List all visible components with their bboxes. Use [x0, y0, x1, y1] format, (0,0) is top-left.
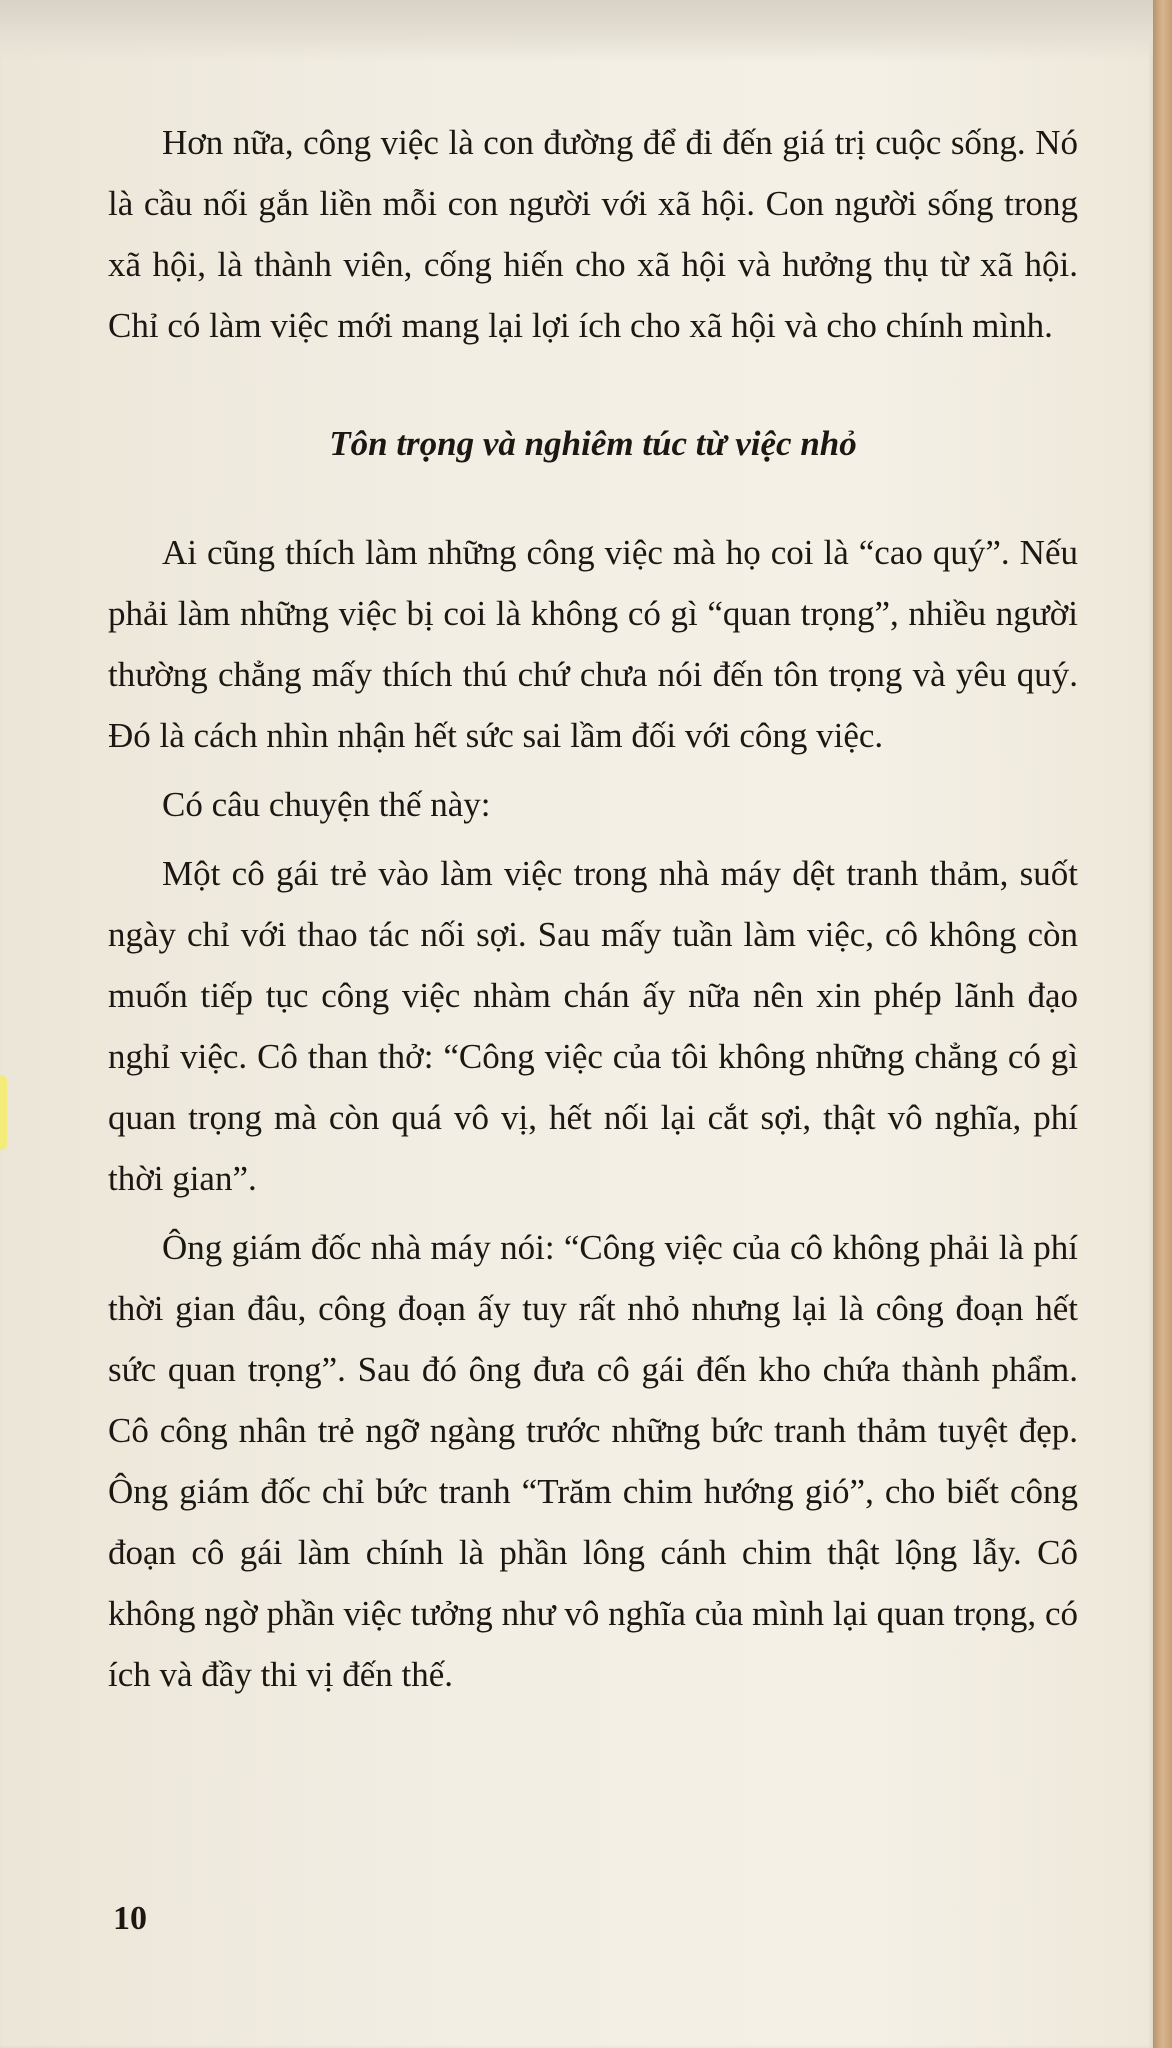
page-body [108, 112, 1078, 1705]
paragraph-intro: Hơn nữa, công việc là con đường để đi đến giá trị cuộc sống. Nó là cầu nối gắn liền mỗi con người với xã hội. Con người sống trong xã hội, là thành viên, cống hiến cho xã hội và hưởng thụ từ xã hội. Chỉ có làm việc mới mang lại lợi ích cho xã hội và cho chính mình. [108, 123, 1078, 345]
highlighter-mark [0, 1075, 7, 1150]
paragraph-3: Một cô gái trẻ vào làm việc trong nhà máy dệt tranh thảm, suốt ngày chỉ với thao tác nối sợi. Sau mấy tuần làm việc, cô không còn muốn tiếp tục công việc nhàm chán ấy nữa nên xin phép lãnh đạo nghỉ việc. Cô than thở: “Công việc của tôi không những chẳng có gì quan trọng mà còn quá vô vị, hết nối lại cắt sợi, thật vô nghĩa, phí thời gian”. [108, 854, 1078, 1198]
paragraph-2: Có câu chuyện thế này: [162, 785, 491, 824]
previous-page-strip [0, 0, 1153, 62]
section-heading: Tôn trọng và nghiêm túc từ việc nhỏ [329, 424, 857, 463]
book-edge [1153, 0, 1172, 2048]
paragraph-4: Ông giám đốc nhà máy nói: “Công việc của cô không phải là phí thời gian đâu, công đoạn ấy tuy rất nhỏ nhưng lại là công đoạn hết sức quan trọng”. Sau đó ông đưa cô gái đến kho chứa thành phẩm. Cô công nhân trẻ ngỡ ngàng trước những bức tranh thảm tuyệt đẹp. Ông giám đốc chỉ bức tranh “Trăm chim hướng gió”, cho biết công đoạn cô gái làm chính là phần lông cánh chim thật lộng lẫy. Cô không ngờ phần việc tưởng như vô nghĩa của mình lại quan trọng, có ích và đầy thi vị đến thế. [108, 1228, 1078, 1694]
paragraph-1: Ai cũng thích làm những công việc mà họ coi là “cao quý”. Nếu phải làm những việc bị coi là không có gì “quan trọng”, nhiều người thường chẳng mấy thích thú chứ chưa nói đến tôn trọng và yêu quý. Đó là cách nhìn nhận hết sức sai lầm đối với công việc. [108, 533, 1078, 755]
page-number: 10 [113, 1900, 147, 1937]
